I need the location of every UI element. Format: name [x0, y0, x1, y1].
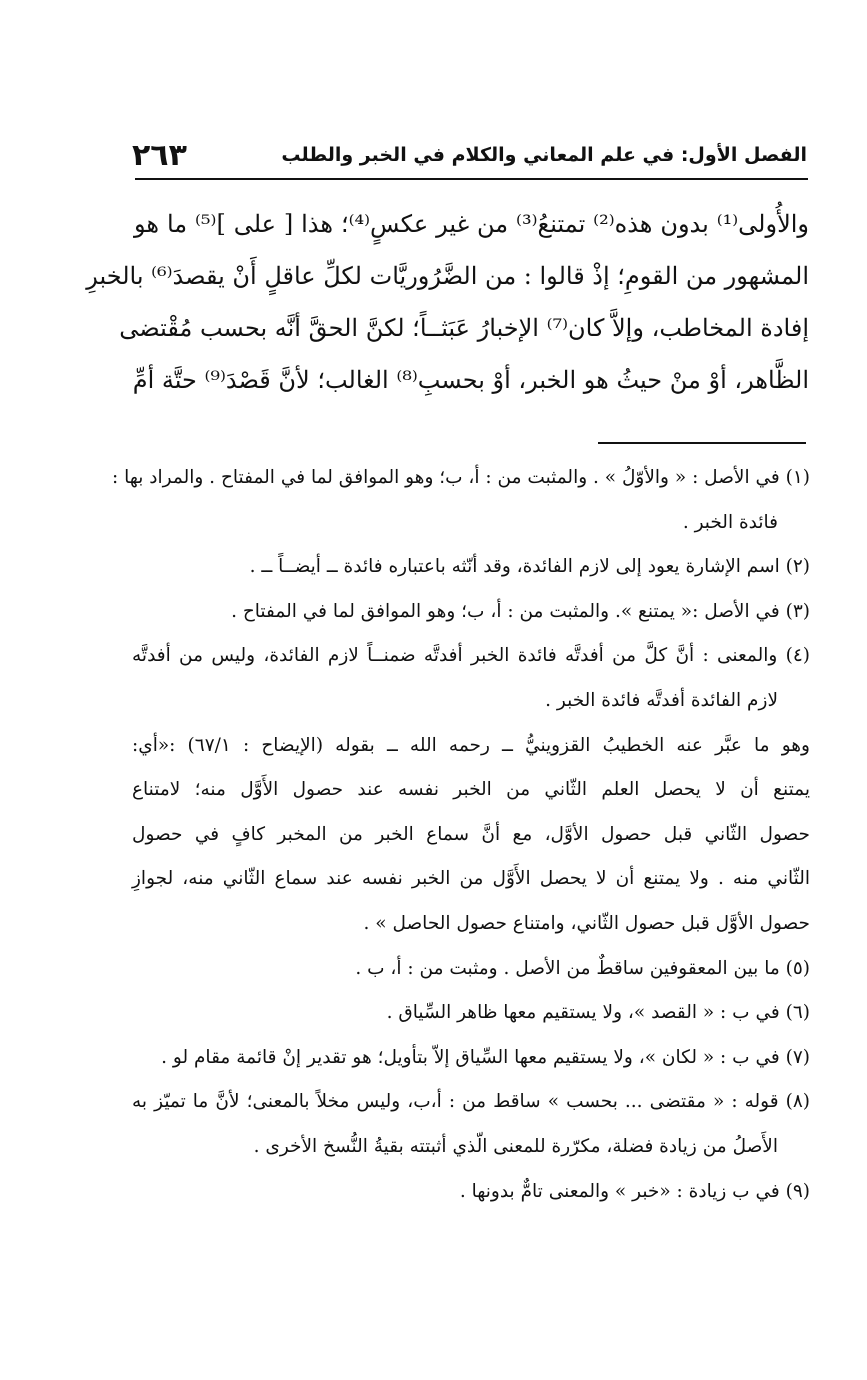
footnote-3 [132, 592, 810, 637]
chapter-title: الفصل الأول: في علم المعاني والكلام في الخبر والطلب [281, 144, 807, 166]
footnote-line: يمتنع أن لا يحصل العلم الثّاني من الخبر نفسه عند حصول الأَوَّل منه؛ لامتناع [132, 779, 810, 801]
main-text [86, 200, 810, 408]
footnote-line: حصول الأوَّل قبل حصول الثّاني، وامتناع حصول الحاصل » . [363, 912, 810, 934]
footnote-line: وهو ما عبَّر عنه الخطيبُ القزوينيُّ ــ رحمه الله ــ بقوله (الإيضاح : ٦٧/١) :«أي: [132, 734, 810, 756]
running-header [130, 140, 807, 180]
footnote-line: (٤) والمعنى : أنَّ كلَّ من أفدتَّه فائدة الخبر أفدتَّه ضمنــاً لازم الفائدة، وليس من أفدتَّه [132, 645, 810, 667]
footnote-line: (٧) في ب : « لكان »، ولا يستقيم معها السِّياق إلاّ بتأويل؛ هو تقدير إنْ قائمة مقام لو . [161, 1046, 810, 1068]
page-number: ٢٦٣ [132, 138, 187, 173]
footnote-6 [132, 993, 810, 1038]
text-line: إفادة المخاطب، وإلاَّ كان⁽⁷⁾ الإخبارُ عَبَثــاً؛ لكنَّ الحقَّ أنَّه بحسب مُقْتضى [119, 314, 809, 342]
footnote-line: (٨) قوله : « مقتضى ... بحسب » ساقط من : أ،ب، وليس مخلاً بالمعنى؛ لأنَّ ما تميّز به [132, 1091, 810, 1113]
footnote-line: (٣) في الأصل :« يمتنع ». والمثبت من : أ، ب؛ وهو الموافق لما في المفتاح . [231, 600, 810, 622]
footnote-2 [132, 547, 810, 592]
footnote-line: (٢) اسم الإشارة يعود إلى لازم الفائدة، وقد أنّثه باعتباره فائدة ــ أيضــاً ــ . [249, 556, 810, 578]
footnote-line: الثّاني منه . ولا يمتنع أن لا يحصل الأَوَّل من الخبر نفسه عند سماع الثّاني منه، لجوازِ [132, 868, 810, 890]
footnote-line: حصول الثّاني قبل حصول الأوَّل، مع أنَّ سماع الخبر من المخبر كافٍ في حصول [132, 823, 810, 845]
footnote-line: فائدة الخبر . [682, 511, 778, 533]
footnote-7 [132, 1038, 810, 1083]
footnote-line: (٩) في ب زيادة : «خبر » والمعنى تامٌّ بدونها . [459, 1180, 810, 1202]
header-rule [135, 178, 808, 180]
footnote-line: لازم الفائدة أفدتَّه فائدة الخبر . [545, 689, 778, 711]
footnote-4 [132, 636, 810, 948]
footnote-line: (٦) في ب : « القصد »، ولا يستقيم معها ظاهر السِّياق . [386, 1002, 810, 1024]
footnote-separator [598, 442, 806, 444]
footnote-1 [112, 458, 810, 547]
text-line: والأُولى⁽¹⁾ بدون هذه⁽²⁾ تمتنعُ⁽³⁾ من غير عكسٍ⁽⁴⁾؛ هذا [ على ]⁽⁵⁾ ما هو [134, 210, 810, 238]
footnote-8 [132, 1082, 810, 1171]
text-line: الظَّاهر، أوْ منْ حيثُ هو الخبر، أوْ بحسبِ⁽⁸⁾ الغالب؛ لأنَّ قَصْدَ⁽⁹⁾ حتَّة أمِّ [132, 366, 809, 394]
text-line: المشهور من القومِ؛ إذْ قالوا : من الضَّرُوريَّات لكلِّ عاقلٍ أَنْ يقصدَ⁽⁶⁾ بالخبرِ [86, 262, 809, 290]
footnote-line: الأَصلُ من زيادة فضلة، مكرّرة للمعنى الّذي أثبتته بقيةُ النُّسخ الأخرى . [253, 1135, 778, 1157]
footnote-line: (٥) ما بين المعقوفين ساقطٌ من الأصل . ومثبت من : أ، ب . [355, 957, 810, 979]
footnotes-section [112, 458, 810, 1216]
footnote-line: (١) في الأصل : « والأوّلُ » . والمثبت من : أ، ب؛ وهو الموافق لما في المفتاح . والمراد بها : [112, 467, 810, 488]
footnote-5 [132, 949, 810, 994]
footnote-9 [132, 1172, 810, 1217]
